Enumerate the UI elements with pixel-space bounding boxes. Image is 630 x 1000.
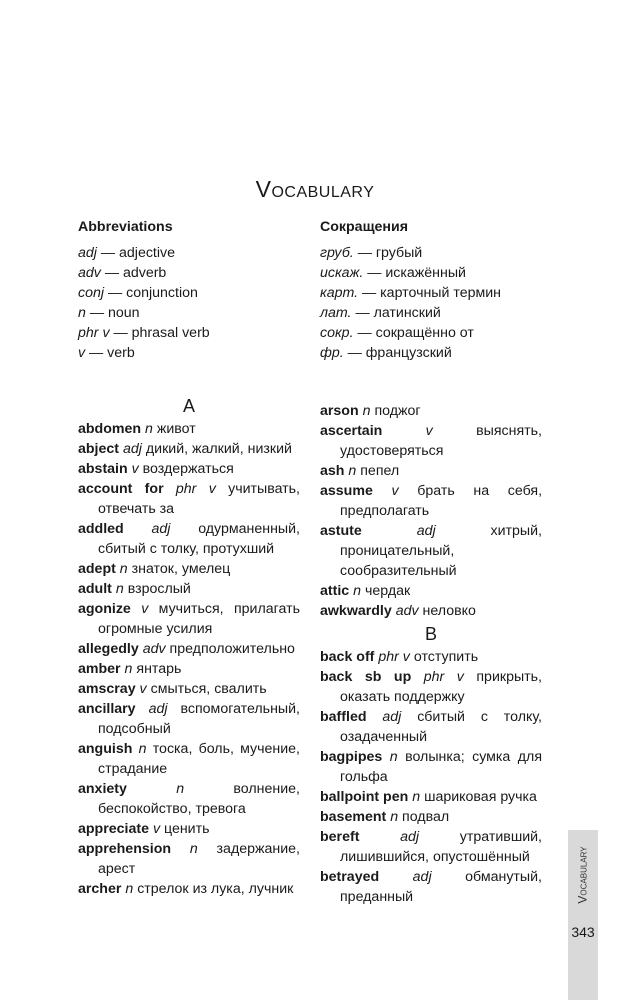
abbreviations-ru-heading: Сокращения — [320, 219, 408, 235]
entry-translation: тоска, боль, мучение, страдание — [98, 741, 300, 777]
letter-a-heading: A — [182, 396, 195, 416]
entry-headword: abdomen — [78, 421, 142, 437]
abbreviation-term: фр. — [320, 345, 344, 361]
entry-part-of-speech: n — [390, 809, 399, 825]
entry-translation: выяснять, удостоверяться — [340, 423, 542, 459]
entry-translation: поджог — [374, 403, 421, 419]
abbreviations-ru-list — [320, 243, 542, 363]
entry-translation: чердак — [364, 583, 411, 599]
abbreviations-en-list — [78, 243, 300, 363]
dictionary-entry — [78, 579, 300, 599]
entry-part-of-speech: v — [131, 461, 139, 477]
dictionary-entry — [78, 879, 300, 899]
dictionary-entry — [78, 699, 300, 739]
abbreviation-term: v — [78, 345, 86, 361]
abbreviation-term: adj — [78, 245, 97, 261]
abbreviation-item — [78, 323, 300, 343]
entry-translation: обманутый, преданный — [340, 869, 542, 905]
abbreviation-item — [320, 343, 542, 363]
entry-translation: предположительно — [169, 641, 295, 657]
entry-headword: assume — [320, 483, 373, 499]
abbreviation-item — [78, 343, 300, 363]
entry-part-of-speech: n — [125, 881, 134, 897]
entry-part-of-speech: n — [362, 403, 371, 419]
entry-part-of-speech: adv — [395, 603, 419, 619]
dictionary-entry — [320, 747, 542, 787]
dictionary-entry — [78, 419, 300, 439]
entry-part-of-speech: v — [141, 601, 149, 617]
entry-translation: знаток, умелец — [131, 561, 231, 577]
dictionary-entry — [320, 647, 542, 667]
entry-headword: archer — [78, 881, 122, 897]
abbreviation-term: сокр. — [320, 325, 354, 341]
entry-headword: ash — [320, 463, 345, 479]
entry-headword: account for — [78, 481, 164, 497]
entry-headword: anguish — [78, 741, 133, 757]
entry-part-of-speech: adj — [400, 829, 420, 845]
entry-translation: мучиться, прилагать огромные усилия — [98, 601, 300, 637]
entry-translation: учитывать, отвечать за — [98, 481, 300, 517]
entry-translation: пепел — [360, 463, 400, 479]
abbreviation-meaning: — verb — [85, 345, 135, 361]
entry-part-of-speech: adv — [142, 641, 166, 657]
entry-headword: astute — [320, 523, 362, 539]
dictionary-entry — [78, 459, 300, 479]
entry-translation: хитрый, проницательный, сообразительный — [340, 523, 542, 579]
abbreviation-term: phr v — [78, 325, 110, 341]
abbreviation-item — [320, 323, 542, 343]
entry-translation: дикий, жалкий, низкий — [145, 441, 292, 457]
entry-translation: брать на себя, предполагать — [340, 483, 543, 519]
entry-headword: ascertain — [320, 423, 383, 439]
entry-translation: утративший, лишившийся, опустошённый — [340, 829, 542, 865]
dictionary-entry — [320, 581, 542, 601]
entry-part-of-speech: n — [389, 749, 398, 765]
entry-part-of-speech: n — [138, 741, 147, 757]
dictionary-entry — [78, 819, 300, 839]
abbreviation-meaning: — сокращённо от — [353, 325, 474, 341]
entry-headword: attic — [320, 583, 350, 599]
entry-part-of-speech: n — [124, 661, 133, 677]
side-tab-label — [568, 830, 598, 920]
entry-headword: betrayed — [320, 869, 380, 885]
entry-part-of-speech: n — [412, 789, 421, 805]
abbreviation-meaning: — phrasal verb — [109, 325, 210, 341]
entry-headword: ballpoint pen — [320, 789, 409, 805]
abbreviation-meaning: — искажённый — [363, 265, 466, 281]
entry-headword: abject — [78, 441, 120, 457]
entry-headword: amber — [78, 661, 121, 677]
entry-part-of-speech: adj — [122, 441, 142, 457]
dictionary-entry — [320, 867, 542, 907]
dictionary-entry — [320, 401, 542, 421]
abbreviation-item — [78, 263, 300, 283]
entry-part-of-speech: phr v — [378, 649, 410, 665]
entry-translation: янтарь — [136, 661, 182, 677]
abbreviation-term: искаж. — [320, 265, 364, 281]
dictionary-entry — [320, 667, 542, 707]
entry-headword: back sb up — [320, 669, 412, 685]
entry-translation: неловко — [422, 603, 476, 619]
entries-right-column — [320, 401, 542, 907]
dictionary-entry — [320, 421, 542, 461]
entry-headword: bagpipes — [320, 749, 383, 765]
dictionary-entry — [78, 639, 300, 659]
entry-headword: appreciate — [78, 821, 149, 837]
entry-part-of-speech: v — [139, 681, 147, 697]
abbreviation-item — [78, 303, 300, 323]
dictionary-entry — [320, 707, 542, 747]
dictionary-entry — [320, 481, 542, 521]
abbreviation-term: груб. — [320, 245, 354, 261]
entry-list — [78, 419, 300, 899]
dictionary-entry — [78, 739, 300, 779]
dictionary-entry — [320, 827, 542, 867]
entry-part-of-speech: n — [348, 463, 357, 479]
entry-translation: задержание, арест — [98, 841, 300, 877]
entry-translation: вспомогательный, подсобный — [98, 701, 300, 737]
entry-part-of-speech: v — [391, 483, 399, 499]
entry-translation: воздержаться — [142, 461, 234, 477]
entry-headword: back off — [320, 649, 375, 665]
dictionary-entry — [320, 601, 542, 621]
entry-list — [320, 401, 542, 621]
entry-translation: прикрыть, оказать поддержку — [340, 669, 542, 705]
entry-translation: ценить — [163, 821, 210, 837]
abbreviation-meaning: — французский — [343, 345, 452, 361]
entry-part-of-speech: n — [176, 781, 185, 797]
dictionary-entry — [78, 519, 300, 559]
entry-part-of-speech: n — [119, 561, 128, 577]
abbreviation-item — [320, 243, 542, 263]
abbreviations-en — [78, 217, 300, 363]
entry-headword: adept — [78, 561, 116, 577]
entry-part-of-speech: n — [189, 841, 198, 857]
entry-translation: живот — [156, 421, 196, 437]
entry-part-of-speech: n — [353, 583, 362, 599]
abbreviation-item — [320, 303, 542, 323]
entry-translation: волнение, беспокойство, тревога — [98, 781, 300, 817]
entry-headword: anxiety — [78, 781, 127, 797]
entry-part-of-speech: adj — [382, 709, 402, 725]
entry-headword: agonize — [78, 601, 131, 617]
abbreviation-term: adv — [78, 265, 101, 281]
entry-headword: basement — [320, 809, 387, 825]
dictionary-entry — [78, 679, 300, 699]
entry-headword: addled — [78, 521, 124, 537]
abbreviation-meaning: — латинский — [351, 305, 441, 321]
entry-headword: ancillary — [78, 701, 136, 717]
entry-translation: отступить — [413, 649, 479, 665]
entry-translation: волынка; сумка для гольфа — [340, 749, 543, 785]
abbreviation-term: лат. — [320, 305, 352, 321]
entry-part-of-speech: v — [425, 423, 433, 439]
entry-headword: allegedly — [78, 641, 139, 657]
entry-translation: сбитый с толку, озадаченный — [340, 709, 542, 745]
abbreviations-ru — [320, 217, 542, 363]
entry-translation: стрелок из лука, лучник — [137, 881, 294, 897]
dictionary-entry — [320, 787, 542, 807]
entries-a-left — [78, 393, 300, 899]
entry-part-of-speech: adj — [416, 523, 436, 539]
entry-translation: одурманенный, сбитый с толку, протухший — [98, 521, 300, 557]
page-title: Vocabulary — [255, 176, 375, 202]
entry-translation: смыться, свалить — [150, 681, 267, 697]
abbreviation-item — [320, 283, 542, 303]
abbreviation-meaning: — карточный термин — [358, 285, 501, 301]
abbreviation-term: conj — [78, 285, 105, 301]
dictionary-entry — [78, 559, 300, 579]
abbreviations-en-heading: Abbreviations — [78, 219, 173, 235]
entry-part-of-speech: phr v — [423, 669, 464, 685]
entry-part-of-speech: n — [115, 581, 124, 597]
entry-headword: arson — [320, 403, 359, 419]
entry-list — [320, 647, 542, 907]
entry-headword: amscray — [78, 681, 136, 697]
abbreviation-term: n — [78, 305, 86, 321]
entry-part-of-speech: v — [152, 821, 161, 837]
entry-translation: взрослый — [127, 581, 191, 597]
entry-translation: подвал — [402, 809, 450, 825]
dictionary-entry — [78, 659, 300, 679]
abbreviation-item — [78, 243, 300, 263]
dictionary-entry — [78, 479, 300, 519]
abbreviation-meaning: — adjective — [96, 245, 176, 261]
dictionary-entry — [320, 461, 542, 481]
entry-headword: apprehension — [78, 841, 172, 857]
dictionary-entry — [78, 779, 300, 819]
dictionary-entry — [320, 807, 542, 827]
abbreviation-item — [78, 283, 300, 303]
abbreviation-meaning: — adverb — [100, 265, 167, 281]
entry-headword: bereft — [320, 829, 360, 845]
entry-headword: baffled — [320, 709, 367, 725]
entry-headword: abstain — [78, 461, 128, 477]
abbreviation-item — [320, 263, 542, 283]
entry-part-of-speech: adj — [412, 869, 432, 885]
abbreviation-meaning: — грубый — [353, 245, 423, 261]
entry-part-of-speech: phr v — [175, 481, 216, 497]
abbreviation-term: карт. — [320, 285, 359, 301]
entry-part-of-speech: adj — [151, 521, 171, 537]
entry-translation: шариковая ручка — [424, 789, 537, 805]
dictionary-entry — [78, 839, 300, 879]
dictionary-entry — [320, 521, 542, 581]
entry-part-of-speech: adj — [148, 701, 168, 717]
abbreviation-meaning: — noun — [85, 305, 140, 321]
entry-headword: awkwardly — [320, 603, 392, 619]
entry-part-of-speech: n — [145, 421, 153, 437]
side-tab-text: Vocabulary — [576, 846, 590, 904]
dictionary-entry — [78, 439, 300, 459]
page-number: 343 — [571, 924, 595, 940]
letter-b-heading: B — [424, 624, 437, 644]
dictionary-entry — [78, 599, 300, 639]
entry-headword: adult — [78, 581, 112, 597]
abbreviation-meaning: — conjunction — [104, 285, 198, 301]
